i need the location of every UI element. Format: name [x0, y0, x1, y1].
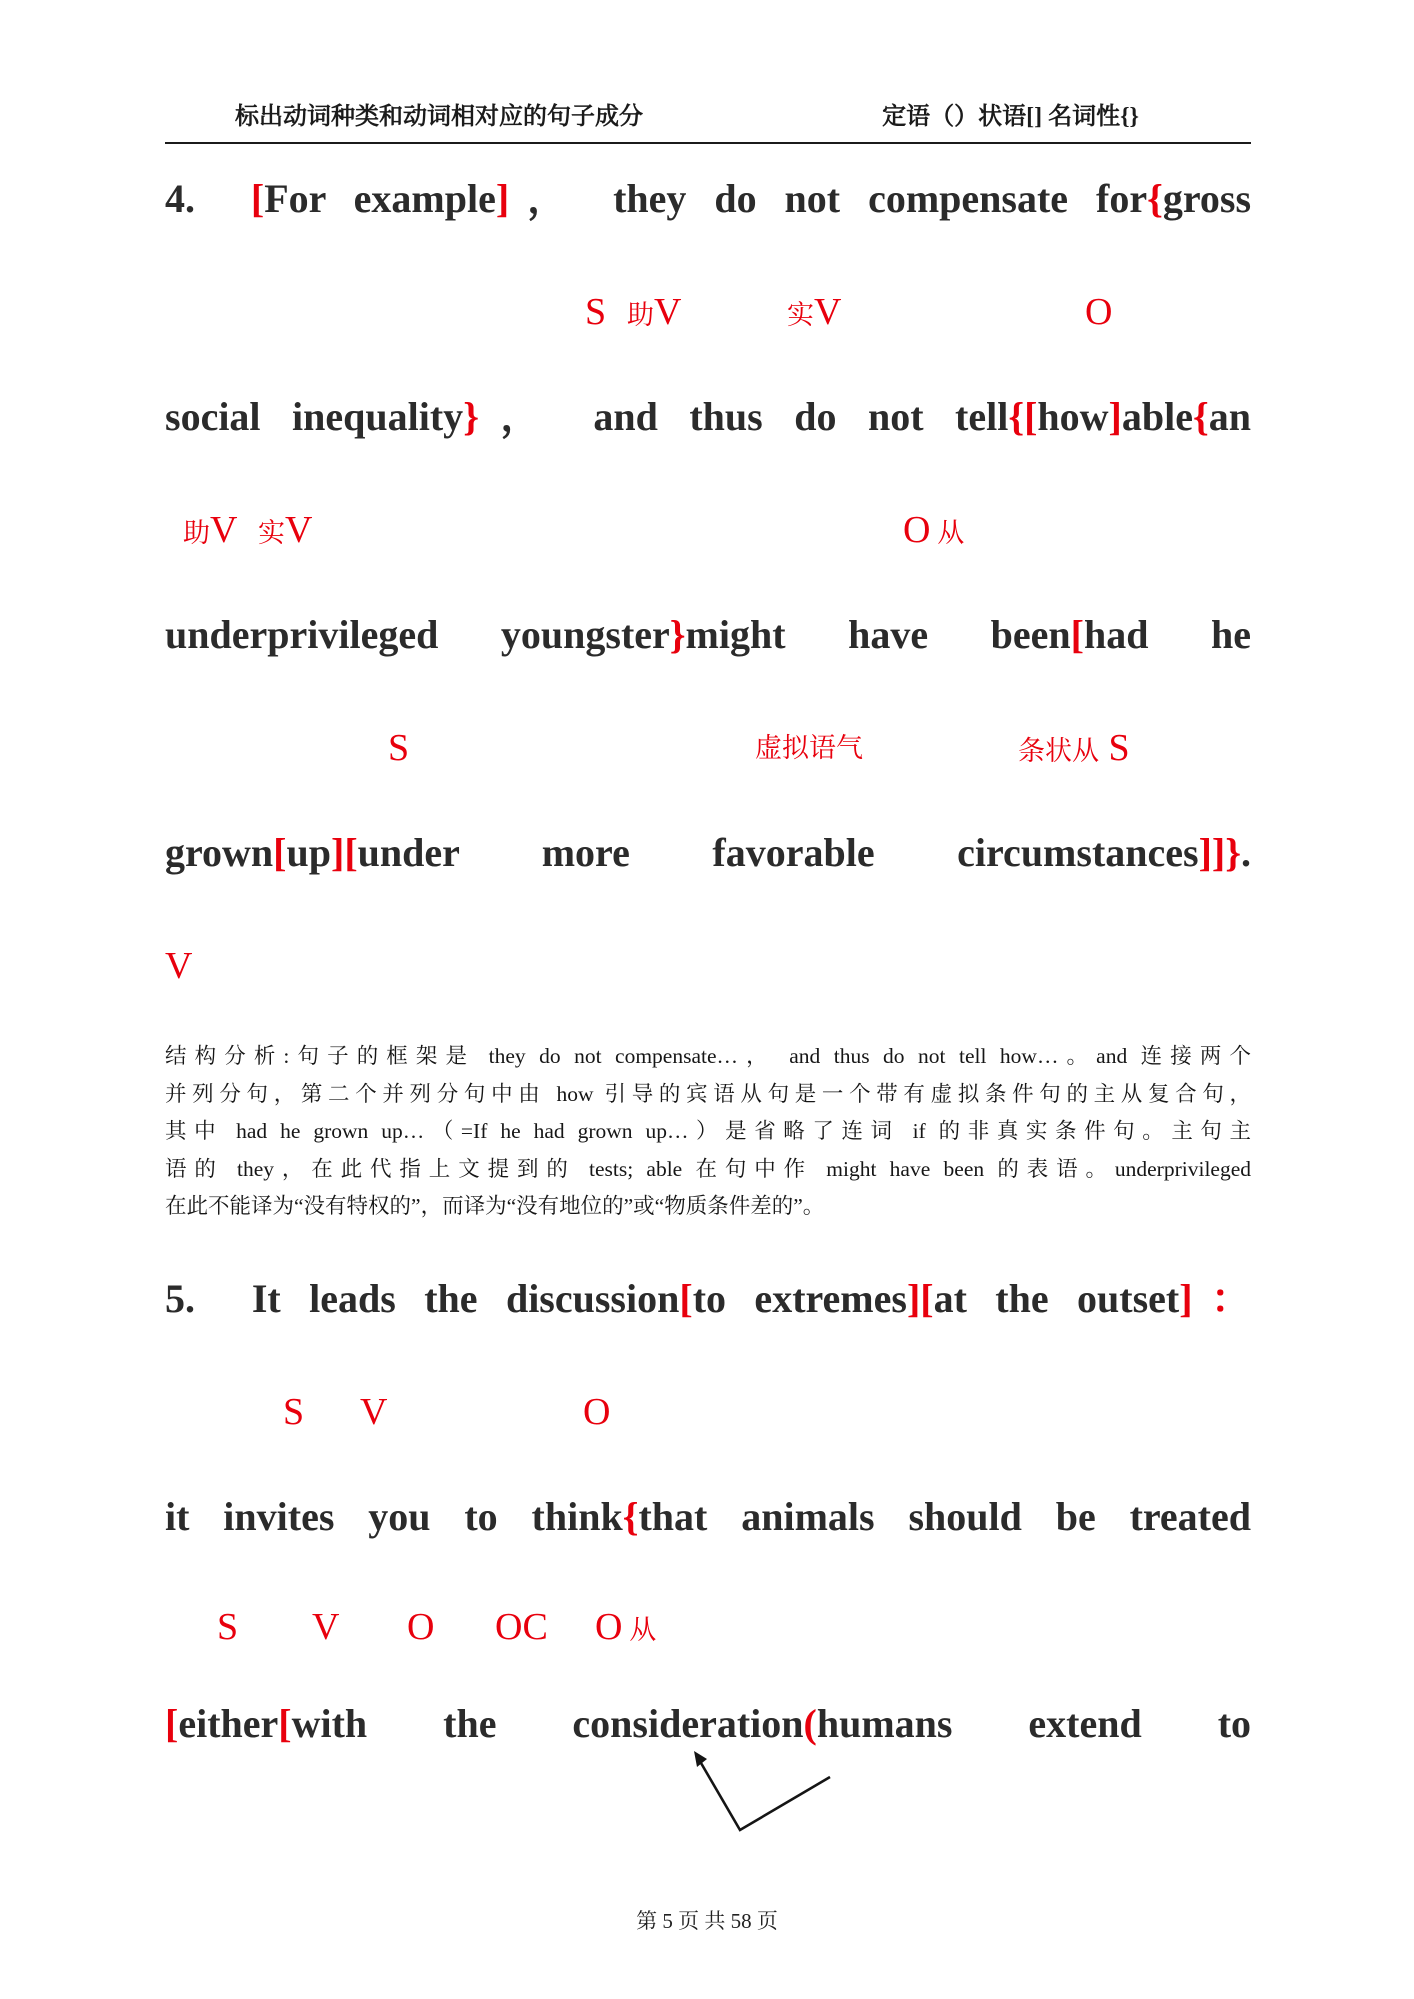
sentence-5-line-1 — [165, 1276, 1251, 1322]
analysis-line: 语的 they，在此代指上文提到的 tests; able 在句中作 might have been 的表语。underprivileged — [165, 1156, 1251, 1181]
analysis-line: 并列分句，第二个并列分句中由 how 引导的宾语从句是一个带有虚拟条件句的主从复合句， — [165, 1081, 1251, 1106]
annotation-row-1 — [0, 290, 1414, 342]
sentence-4-line-1 — [165, 176, 1251, 222]
grammar-label-mainV: 实V — [258, 509, 313, 551]
grammar-label-O-clause: O 从 — [595, 1606, 657, 1648]
grammar-label-O-clause: O 从 — [903, 509, 965, 551]
bracket: ]： — [1179, 1276, 1251, 1321]
bracket: [ — [273, 830, 287, 875]
text-segment: ， and thus do not tell — [478, 394, 1009, 439]
grammar-label-subjunctive: 虚拟语气 — [755, 733, 863, 763]
grammar-label-S: S — [585, 291, 607, 333]
text-segment: that animals should be treated — [638, 1494, 1251, 1539]
sentence-4-line-2 — [165, 394, 1251, 440]
annotation-row-3 — [0, 726, 1414, 778]
grammar-label-O: O — [407, 1606, 435, 1648]
grammar-label-OC: OC — [495, 1606, 548, 1648]
bracket: } — [463, 394, 479, 439]
text-segment: had he — [1083, 612, 1252, 657]
bracket: { — [1193, 394, 1209, 439]
text-segment: with the consideration — [291, 1701, 804, 1746]
text-segment: might have been — [685, 612, 1071, 657]
grammar-label-V: V — [165, 945, 193, 987]
bracket: [ — [679, 1276, 693, 1321]
text-segment: able — [1121, 394, 1193, 439]
bracket: [ — [1070, 612, 1084, 657]
bracket: [ — [250, 176, 265, 221]
text-segment: 4. — [165, 176, 251, 221]
bracket: [ — [278, 1701, 292, 1746]
page-number: 第 5 页 共 58 页 — [636, 1909, 778, 1933]
text-segment: at the outset — [933, 1276, 1180, 1321]
text-segment: up — [286, 830, 331, 875]
header-legend: 定语（）状语[] 名词性{} — [882, 104, 1139, 130]
text-segment: under more favorable circumstances — [357, 830, 1199, 875]
bracket: ( — [803, 1701, 817, 1746]
text-segment: For example — [264, 176, 496, 221]
text-segment: social inequality — [165, 394, 464, 439]
text-segment: . — [1241, 830, 1251, 875]
text-segment: 5. It leads the discussion — [165, 1276, 680, 1321]
grammar-label-cond-clause-S: 条状从 S — [1018, 727, 1130, 769]
grammar-label-S: S — [283, 1391, 305, 1433]
page-header — [165, 96, 1251, 144]
text-segment: an — [1208, 394, 1252, 439]
grammar-label-auxV: 助V — [627, 291, 682, 333]
pointer-arrow-icon — [640, 1738, 880, 1848]
grammar-label-S: S — [388, 727, 410, 769]
bracket: { — [622, 1494, 639, 1539]
bracket: { — [1147, 176, 1163, 221]
analysis-line: 结构分析:句子的框架是 they do not compensate…， and thus do not tell how…。and 连接两个 — [165, 1044, 1251, 1068]
text-segment: ， they do not compensate for — [509, 176, 1148, 221]
grammar-label-O: O — [583, 1391, 611, 1433]
bracket: ]]} — [1198, 830, 1241, 875]
bracket: [ — [165, 1701, 179, 1746]
bracket: } — [669, 612, 686, 657]
bracket: {[ — [1008, 394, 1038, 439]
annotation-row-6 — [0, 1605, 1414, 1657]
text-segment: it invites you to think — [165, 1494, 623, 1539]
grammar-label-V: V — [360, 1391, 388, 1433]
bracket: ][ — [906, 1276, 934, 1321]
bracket: ] — [1108, 394, 1122, 439]
annotation-row-5 — [0, 1390, 1414, 1442]
bracket: ][ — [331, 830, 358, 875]
grammar-label-auxV: 助V — [183, 509, 238, 551]
grammar-label-S: S — [217, 1606, 239, 1648]
grammar-label-V: V — [312, 1606, 340, 1648]
text-segment: to extremes — [692, 1276, 907, 1321]
grammar-label-O: O — [1085, 291, 1113, 333]
text-segment: underprivileged youngster — [165, 612, 670, 657]
text-segment: how — [1037, 394, 1109, 439]
text-segment: grown — [165, 830, 274, 875]
text-segment: humans extend to — [816, 1701, 1252, 1746]
bracket: ] — [495, 176, 510, 221]
analysis-line: 其中 had he grown up…（=If he had grown up…）是省略了连词 if 的非真实条件句。主句主 — [165, 1119, 1251, 1144]
annotation-row-4 — [0, 944, 1414, 996]
analysis-line: 在此不能译为“没有特权的”，而译为“没有地位的”或“物质条件差的”。 — [165, 1194, 825, 1219]
grammar-label-mainV: 实V — [787, 291, 842, 333]
text-segment: either — [178, 1701, 279, 1746]
sentence-4-line-4 — [165, 830, 1251, 876]
annotation-row-2 — [0, 508, 1414, 560]
sentence-5-line-2 — [165, 1494, 1251, 1540]
sentence-4-line-3 — [165, 612, 1251, 658]
text-segment: gross — [1162, 176, 1252, 221]
analysis-paragraph — [165, 1038, 1251, 1226]
header-left-title: 标出动词种类和动词相对应的句子成分 — [235, 104, 643, 130]
